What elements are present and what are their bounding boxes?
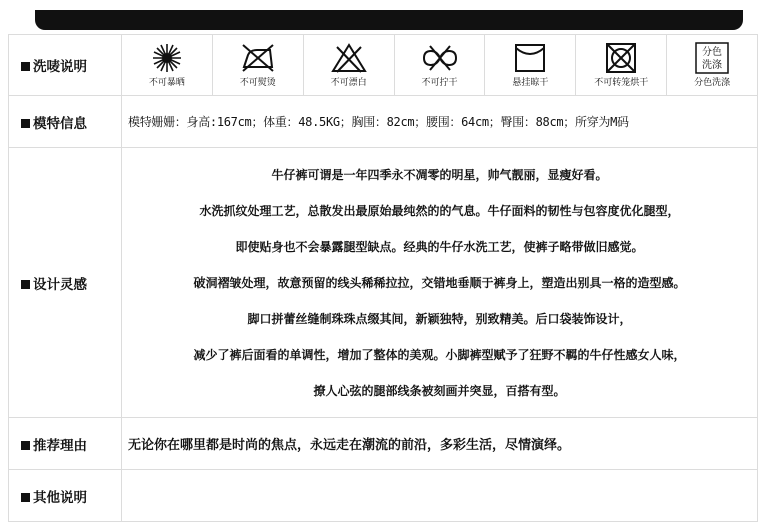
care-caption: 不可拧干	[421, 78, 458, 88]
wash-separately-icon	[693, 42, 731, 74]
bullet-square	[21, 280, 30, 289]
recommend-row	[9, 418, 758, 470]
care-item	[304, 35, 395, 95]
design-label: 设计灵感	[33, 276, 87, 293]
other-label: 其他说明	[33, 489, 87, 506]
care-item	[395, 35, 486, 95]
bullet-square	[21, 119, 30, 128]
design-line: 水洗抓纹处理工艺，总散发出最原始最纯然的的气息。牛仔面料的韧性与包容度优化腿型，	[199, 203, 680, 218]
care-item	[667, 35, 757, 95]
design-line: 破洞褶皱处理，故意预留的线头稀稀拉拉，交错地垂顺于裤身上，塑造出别具一格的造型感。	[193, 275, 686, 290]
box-text-line-2: 洗涤	[702, 60, 723, 71]
care-item	[576, 35, 667, 95]
no-sun-dry-icon	[148, 42, 186, 74]
design-line: 撩人心弦的腿部线条被刻画并突显，百搭有型。	[313, 383, 566, 398]
care-item	[485, 35, 576, 95]
recommend-label-cell	[9, 418, 122, 470]
model-row	[9, 96, 758, 148]
hang-dry-icon	[511, 42, 549, 74]
no-tumble-dry-icon	[602, 42, 640, 74]
bullet-square	[21, 493, 30, 502]
top-banner-bar	[35, 10, 743, 30]
design-line: 牛仔裤可谓是一年四季永不凋零的明星，帅气靓丽，显瘦好看。	[271, 167, 608, 182]
design-label-cell	[9, 148, 122, 418]
no-bleach-icon	[330, 42, 368, 74]
care-caption: 不可转笼烘干	[594, 78, 649, 88]
design-line: 减少了裤后面看的单调性，增加了整体的美观。小脚裤型赋予了狂野不羁的牛仔性感女人味，	[193, 347, 686, 362]
box-text-line-1: 分色	[702, 47, 723, 58]
care-caption: 不可漂白	[330, 78, 367, 88]
model-info-text: 模特姗姗：身高:167cm；体重：48.5KG；胸围：82cm；腰围：64cm；臀围：88cm；所穿为M码	[122, 96, 758, 148]
care-row	[9, 35, 758, 96]
model-label-cell	[9, 96, 122, 148]
model-label: 模特信息	[33, 115, 87, 132]
other-label-cell	[9, 470, 122, 522]
care-icons-cell	[122, 35, 758, 96]
other-row	[9, 470, 758, 522]
no-wring-icon	[421, 42, 459, 74]
care-item	[122, 35, 213, 95]
design-line: 即使贴身也不会暴露腿型缺点。经典的牛仔水洗工艺，使裤子略带做旧感觉。	[235, 239, 644, 254]
care-label: 洗唛说明	[33, 59, 87, 75]
design-row	[9, 148, 758, 418]
care-caption: 不可暴晒	[148, 78, 185, 88]
care-item	[213, 35, 304, 95]
bullet-square	[21, 441, 30, 450]
no-iron-icon	[239, 42, 277, 74]
design-line: 脚口拼蕾丝缝制珠珠点缀其间，新颖独特，别致精美。后口袋装饰设计，	[247, 311, 632, 326]
recommend-text: 无论你在哪里都是时尚的焦点，永远走在潮流的前沿，多彩生活，尽情演绎。	[122, 418, 758, 470]
bullet-square	[21, 62, 30, 71]
care-caption: 不可熨烫	[239, 78, 276, 88]
product-info-table	[8, 34, 758, 522]
recommend-label: 推荐理由	[33, 437, 87, 454]
design-text-cell	[122, 148, 758, 418]
care-label-cell	[9, 35, 122, 96]
other-text	[122, 470, 758, 522]
care-caption: 悬挂晾干	[512, 78, 549, 88]
care-caption: 分色洗涤	[694, 78, 731, 88]
